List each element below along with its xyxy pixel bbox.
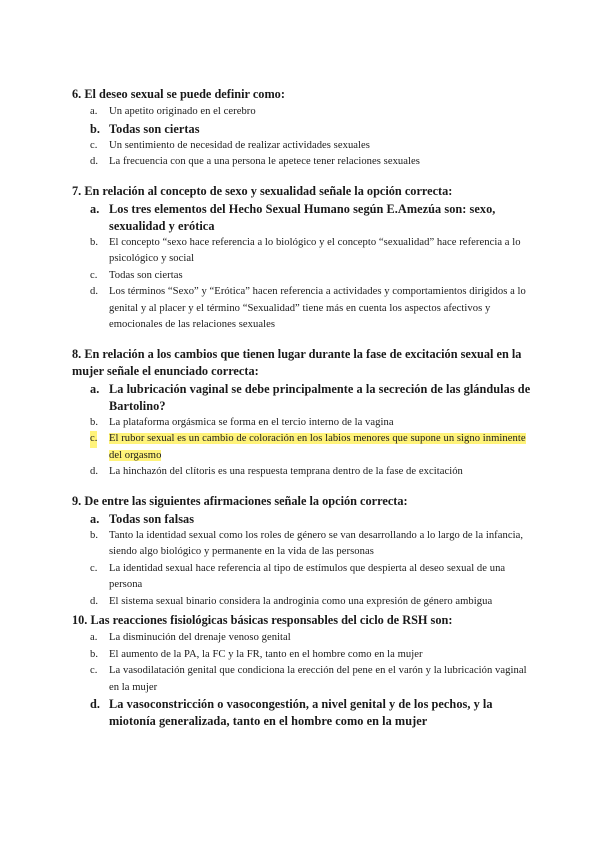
option-d: d. La frecuencia con que a una persona le apetece tener relaciones sexuales [90,156,420,167]
option-d: d. La hinchazón del clítoris es una respuesta temprana dentro de la fase de excitación [90,466,463,477]
option-a-correct: a. La lubricación vaginal se debe principalmente a la secreción de las glándulas de Bartolino? [90,381,531,413]
option-c: c. Todas son ciertas [90,269,183,281]
option-b: b. Tanto la identidad sexual como los roles de género se van desarrollando a lo largo de la infancia, siendo algo biológico y permanente en la vida de las personas [90,529,524,557]
options-list [72,201,532,334]
option-a-correct: a. Todas son falsas [90,511,195,526]
option-c-highlighted: c. El rubor sexual es un cambio de coloración en los labios menores que supone un signo inminente del orgasmo [90,433,526,461]
option-c: c. La identidad sexual hace referencia al tipo de estímulos que despierta al deseo sexual de una persona [90,562,506,590]
question-10 [72,612,532,730]
options-list [72,511,532,611]
option-a: a. La disminución del drenaje venoso genital [90,632,291,643]
question-7 [72,183,532,334]
question-6 [72,86,532,171]
question-text: 9. De entre las siguientes afirmaciones señale la opción correcta: [72,493,408,508]
option-d: d. Los términos “Sexo” y “Erótica” hacen referencia a actividades y comportamientos dirigidos a lo genital y al placer y el término “Sexualidad” tiene más en cuenta los aspectos afectivos y emocionales de las relaciones sexuales [90,286,526,330]
question-text: 7. En relación al concepto de sexo y sexualidad señale la opción correcta: [72,183,453,198]
question-text: 10. Las reacciones fisiológicas básicas responsables del ciclo de RSH son: [72,613,453,627]
option-d: d. El sistema sexual binario considera la androginia como una expresión de género ambigua [90,595,493,607]
option-b: b. La plataforma orgásmica se forma en el tercio interno de la vagina [90,416,394,428]
option-c: c. Un sentimiento de necesidad de realizar actividades sexuales [90,139,370,151]
option-c: c. La vasodilatación genital que condiciona la erección del pene en el varón y la lubricación vaginal en la mujer [90,665,527,693]
option-a: a. Un apetito originado en el cerebro [90,106,256,117]
question-text: 6. El deseo sexual se puede definir como: [72,87,285,101]
options-list [72,381,532,481]
options-list [72,104,532,171]
option-b-correct: b. Todas son ciertas [90,121,200,136]
question-9 [72,493,532,611]
question-8 [72,346,532,481]
option-b: b. El aumento de la PA, la FC y la FR, tanto en el hombre como en la mujer [90,648,423,660]
options-list [72,630,532,730]
option-d-correct: d. La vasoconstricción o vasocongestión, a nivel genital y de los pechos, y la miotonía generalizada, tanto en el hombre como en la mujer [90,697,493,728]
document-page [72,86,532,742]
option-b: b. El concepto “sexo hace referencia a lo biológico y el concepto “sexualidad” hace referencia a lo psicológico y social [90,236,521,264]
question-text: 8. En relación a los cambios que tienen lugar durante la fase de excitación sexual en la mujer señale el enunciado correcta: [72,346,522,378]
option-a-correct: a. Los tres elementos del Hecho Sexual Humano según E.Amezúa son: sexo, sexualidad y erótica [90,201,496,233]
